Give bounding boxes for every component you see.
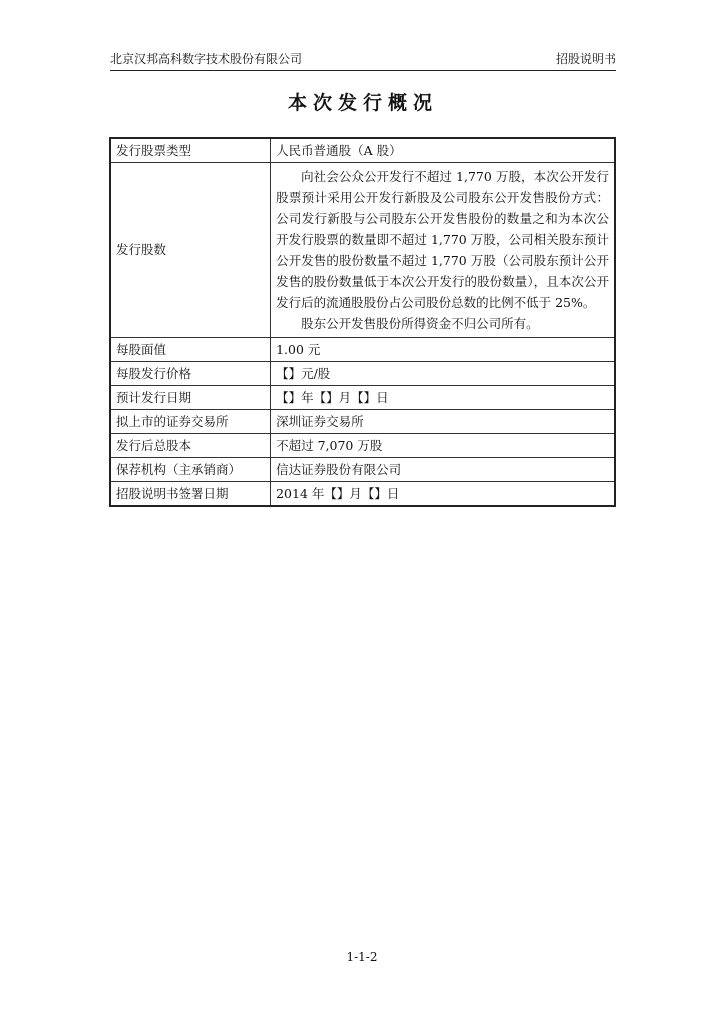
table-row: [110, 163, 615, 338]
page-number: 1-1-2: [346, 950, 378, 964]
share-count-paragraph-2: 股东公开发售股份所得资金不归公司所有。: [301, 316, 539, 331]
row-label-par-value: 每股面值: [110, 338, 271, 362]
row-label-sponsor: 保荐机构（主承销商）: [110, 458, 271, 482]
table-row: [110, 410, 615, 434]
row-value-signing-date: 2014 年【】月【】日: [271, 482, 615, 507]
row-value-stock-exchange: 深圳证券交易所: [271, 410, 615, 434]
row-value-stock-type: 人民币普通股（A 股）: [271, 138, 615, 163]
table-row: [110, 362, 615, 386]
row-value-share-count: [271, 163, 615, 338]
row-label-share-count: 发行股数: [110, 163, 271, 338]
row-label-signing-date: 招股说明书签署日期: [110, 482, 271, 507]
row-label-issue-date: 预计发行日期: [110, 386, 271, 410]
row-label-stock-exchange: 拟上市的证券交易所: [110, 410, 271, 434]
table-row: [110, 386, 615, 410]
share-count-paragraph-1: 向社会公众公开发行不超过 1,770 万股，本次公开发行股票预计采用公开发行新股及公司股东公开发售股份方式：公司发行新股与公司股东公开发售股份的数量之和为本次公开发行股票的数量即不超过 1,770 万股，公司相关股东预计公开发售的股份数量不超过 1,770 万股（公司股东预计公开发售的股份数量低于本次公开发行的股份数量），且本次公开发行后的流通股股份占公司股份总数的比例不低于 25%。: [276, 169, 609, 310]
row-value-total-shares: 不超过 7,070 万股: [271, 434, 615, 458]
row-label-total-shares: 发行后总股本: [110, 434, 271, 458]
table-row: [110, 434, 615, 458]
row-label-issue-price: 每股发行价格: [110, 362, 271, 386]
table-row: [110, 482, 615, 507]
table-row: [110, 338, 615, 362]
page-title: 本次发行概况: [287, 92, 438, 114]
offering-overview-table: [109, 137, 616, 507]
header-company-name: 北京汉邦高科数字技术股份有限公司: [110, 52, 303, 66]
row-value-par-value: 1.00 元: [271, 338, 615, 362]
share-count-description: [276, 163, 609, 337]
table-row: [110, 138, 615, 163]
header-document-type: 招股说明书: [555, 52, 616, 66]
row-label-stock-type: 发行股票类型: [110, 138, 271, 163]
table-row: [110, 458, 615, 482]
row-value-issue-date: 【】年【】月【】日: [271, 386, 615, 410]
row-value-issue-price: 【】元/股: [271, 362, 615, 386]
row-value-sponsor: 信达证券股份有限公司: [271, 458, 615, 482]
page-header: [110, 50, 616, 71]
